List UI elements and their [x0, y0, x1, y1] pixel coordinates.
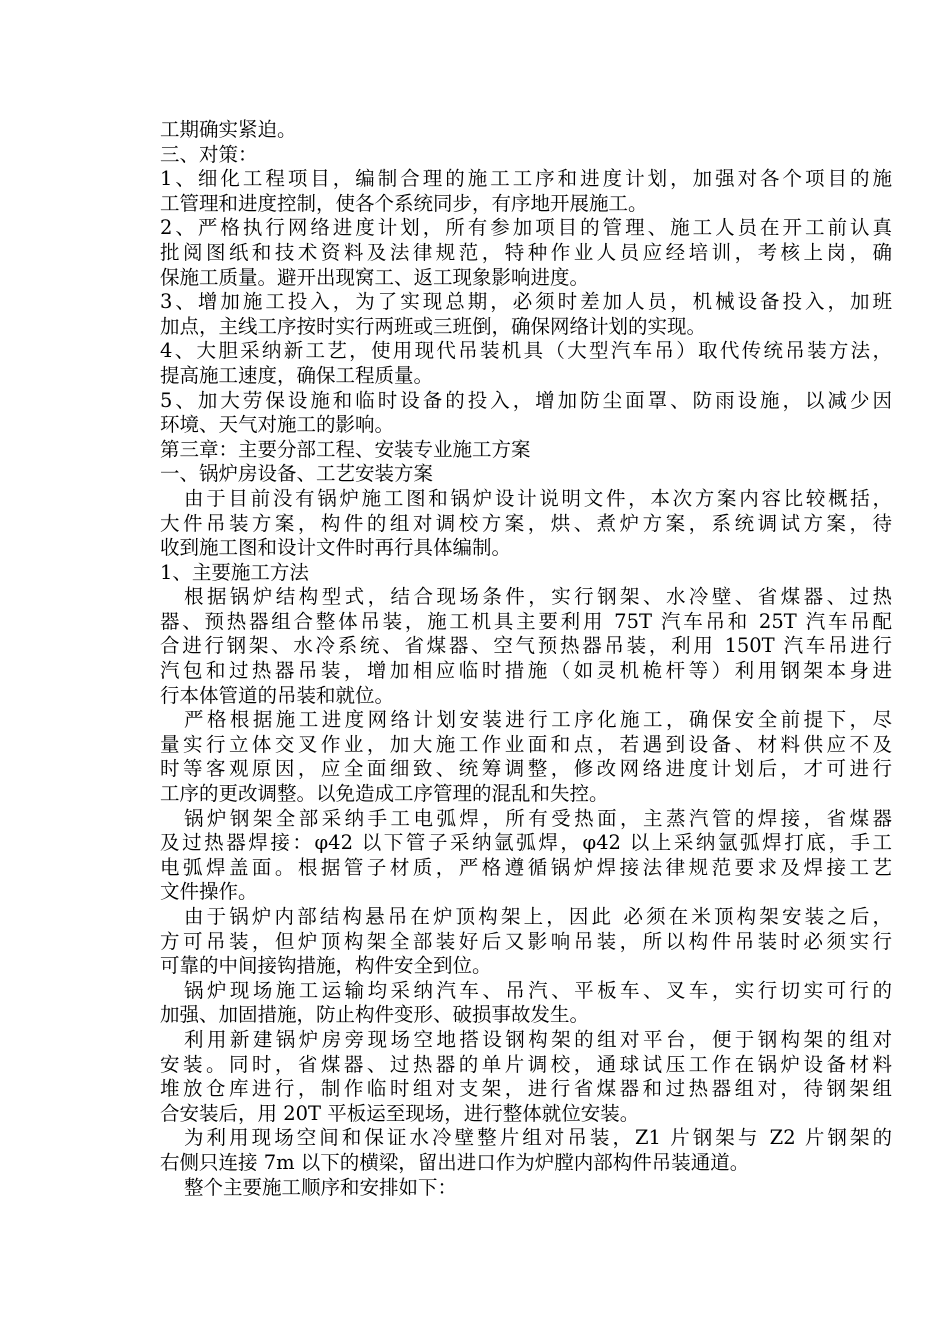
text-line: 加点，主线工序按时实行两班或三班倒，确保网络计划的实现。 [160, 314, 707, 338]
text-line: 1、主要施工方法 [160, 560, 309, 584]
text-line: 电弧焊盖面。根据管子材质，严格遵循锅炉焊接法律规范要求及焊接工艺 [160, 855, 892, 879]
text-line: 工序的更改调整。以免造成工序管理的混乱和失控。 [160, 782, 609, 806]
text-line: 第三章：主要分部工程、安装专业施工方案 [160, 437, 531, 461]
text-line: 1、细化工程项目，编制合理的施工工序和进度计划，加强对各个项目的施 [160, 167, 892, 191]
text-line: 利用新建锅炉房旁现场空地搭设钢构架的组对平台，便于钢构架的组对 [184, 1027, 892, 1051]
text-line: 整个主要施工顺序和安排如下： [184, 1175, 458, 1199]
text-line: 可靠的中间接钩措施，构件安全到位。 [160, 954, 492, 978]
text-line: 环境、天气对施工的影响。 [160, 413, 395, 437]
text-line: 锅炉现场施工运输均采纳汽车、吊汽、平板车、叉车，实行切实可行的 [184, 978, 892, 1002]
text-line: 安装。同时，省煤器、过热器的单片调校，通球试压工作在锅炉设备材料 [160, 1052, 892, 1076]
text-line: 4、大胆采纳新工艺，使用现代吊装机具（大型汽车吊）取代传统吊装方法， [160, 339, 892, 363]
text-line: 根据锅炉结构型式，结合现场条件，实行钢架、水冷壁、省煤器、过热 [184, 585, 892, 609]
text-line: 为利用现场空间和保证水冷壁整片组对吊装，Z1 片钢架与 Z2 片钢架的 [184, 1126, 892, 1150]
text-line: 器、预热器组合整体吊装，施工机具主要利用 75T 汽车吊和 25T 汽车吊配 [160, 609, 892, 633]
text-line: 行本体管道的吊装和就位。 [160, 683, 395, 707]
text-line: 锅炉钢架全部采纳手工电弧焊，所有受热面，主蒸汽管的焊接，省煤器 [184, 806, 892, 830]
text-line: 加强、加固措施，防止构件变形、破损事故发生。 [160, 1003, 590, 1027]
text-line: 文件操作。 [160, 880, 258, 904]
text-line: 时等客观原因，应全面细致、统筹调整，修改网络进度计划后，才可进行 [160, 757, 892, 781]
text-line: 及过热器焊接：φ42 以下管子采纳氩弧焊，φ42 以上采纳氩弧焊打底，手工 [160, 831, 892, 855]
text-line: 三、对策： [160, 142, 258, 166]
text-line: 由于目前没有锅炉施工图和锅炉设计说明文件，本次方案内容比较概括， [184, 486, 892, 510]
text-line: 量实行立体交叉作业，加大施工作业面和点，若遇到设备、材料供应不及 [160, 732, 892, 756]
text-line: 方可吊装，但炉顶构架全部装好后又影响吊装，所以构件吊装时必须实行 [160, 929, 892, 953]
text-line: 汽包和过热器吊装，增加相应临时措施（如灵机桅杆等）利用钢架本身进 [160, 659, 892, 683]
text-line: 严格根据施工进度网络计划安装进行工序化施工，确保安全前提下，尽 [184, 708, 892, 732]
text-line: 保施工质量。避开出现窝工、返工现象影响进度。 [160, 265, 590, 289]
text-line: 工期确实紧迫。 [160, 118, 297, 141]
text-line: 由于锅炉内部结构悬吊在炉顶构架上，因此 必须在米顶构架安装之后， [184, 905, 892, 928]
document-body [160, 118, 892, 1200]
text-line: 3、增加施工投入，为了实现总期，必须时差加人员，机械设备投入，加班 [160, 290, 892, 314]
text-line: 合进行钢架、水冷系统、省煤器、空气预热器吊装，利用 150T 汽车吊进行 [160, 634, 892, 658]
text-line: 一、锅炉房设备、工艺安装方案 [160, 462, 434, 486]
text-line: 大件吊装方案，构件的组对调校方案，烘、煮炉方案，系统调试方案，待 [160, 511, 892, 535]
text-line: 堆放仓库进行，制作临时组对支架，进行省煤器和过热器组对，待钢架组 [160, 1077, 892, 1101]
text-line: 合安装后，用 20T 平板运至现场，进行整体就位安装。 [160, 1101, 640, 1125]
text-line: 右侧只连接 7m 以下的横梁，留出进口作为炉膛内部构件吊装通道。 [160, 1150, 750, 1174]
text-line: 提高施工速度，确保工程质量。 [160, 363, 434, 387]
text-line: 批阅图纸和技术资料及法律规范，特种作业人员应经培训，考核上岗，确 [160, 240, 892, 264]
text-line: 5、加大劳保设施和临时设备的投入，增加防尘面罩、防雨设施，以减少因 [160, 388, 892, 412]
text-line: 收到施工图和设计文件时再行具体编制。 [160, 536, 512, 560]
text-line: 工管理和进度控制，使各个系统同步，有序地开展施工。 [160, 191, 648, 215]
text-line: 2、严格执行网络进度计划，所有参加项目的管理、施工人员在开工前认真 [160, 216, 892, 240]
